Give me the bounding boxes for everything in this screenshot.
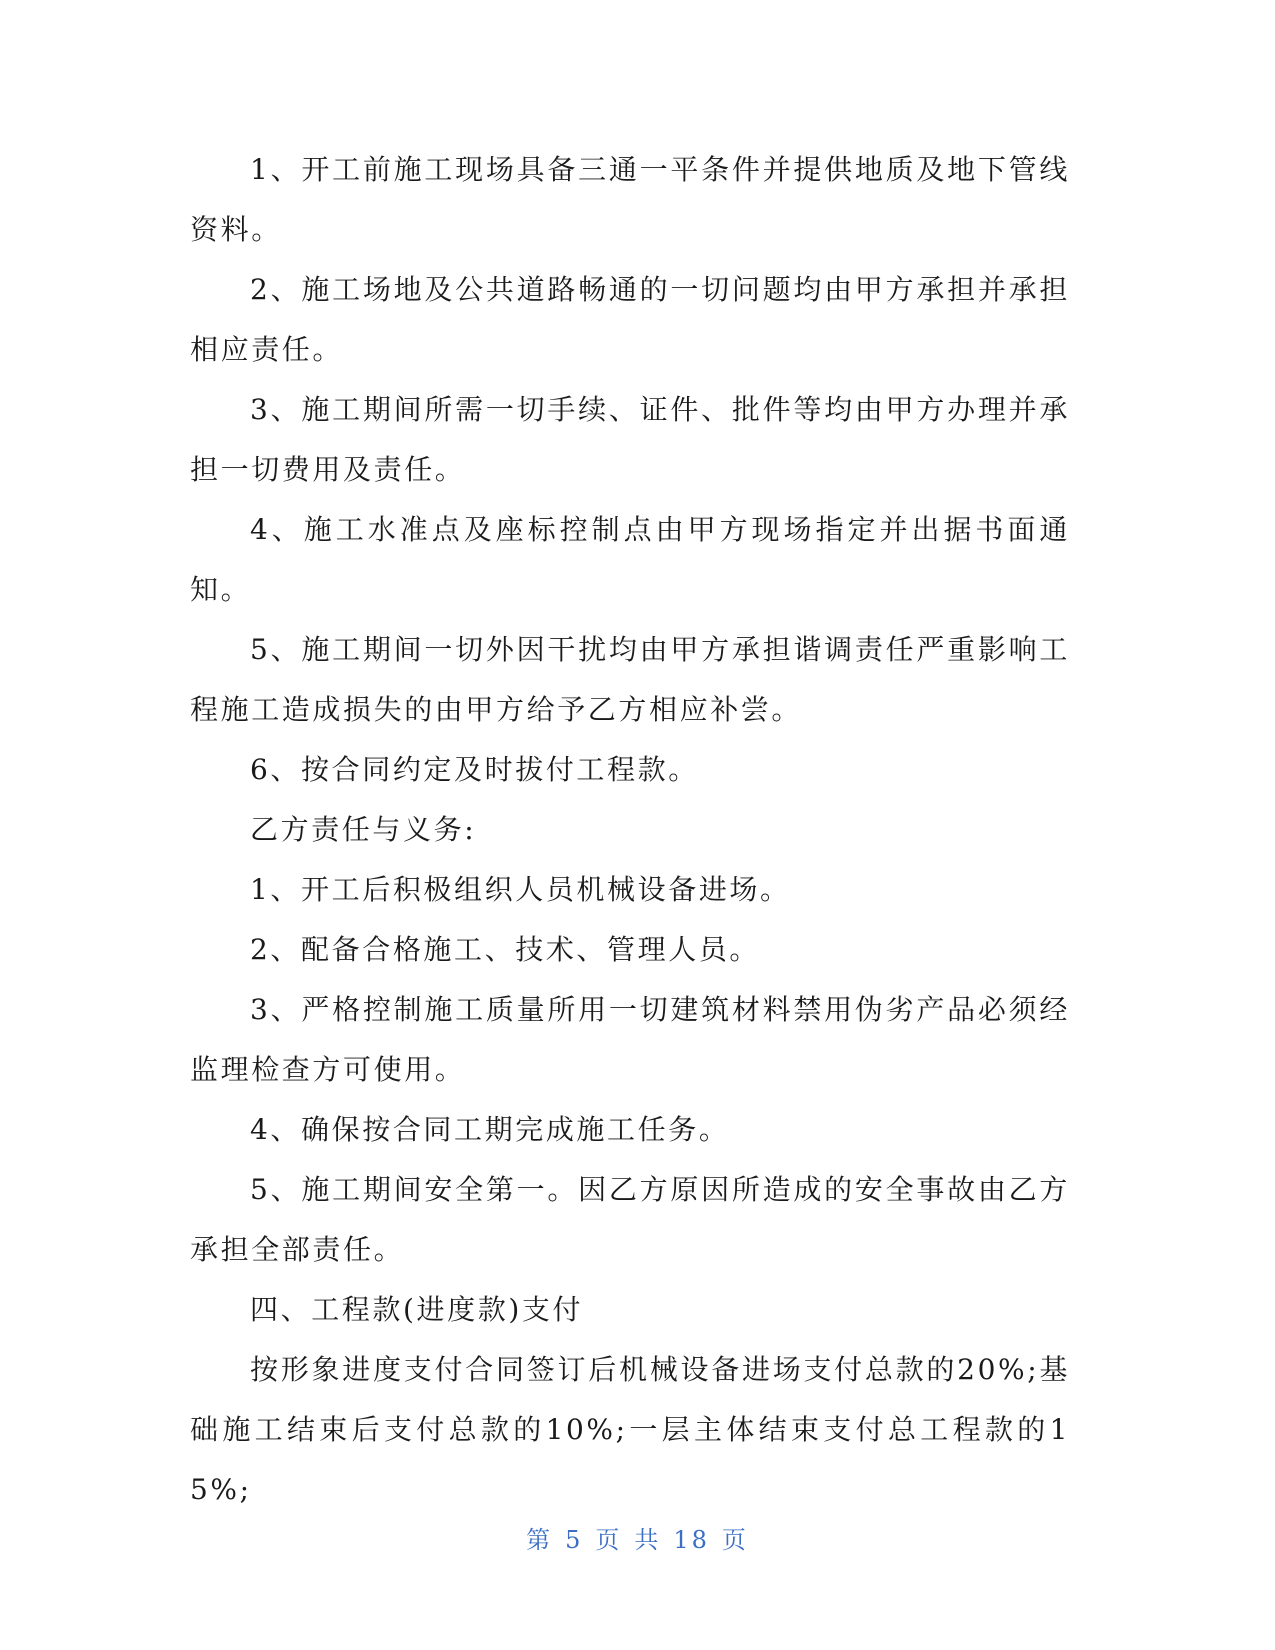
section-heading: 乙方责任与义务: [250,813,477,846]
paragraph: 按形象进度支付合同签订后机械设备进场支付总款的20%;基础施工结束后支付总款的10%;一层主体结束支付总工程款的15%; [190,1353,1070,1506]
total-pages-number: 18 [673,1526,710,1554]
paragraph: 4、施工水准点及座标控制点由甲方现场指定并出据书面通知。 [190,513,1070,606]
document-body [190,140,1070,1520]
paragraph: 1、开工后积极组织人员机械设备进场。 [250,873,791,906]
paragraph: 3、严格控制施工质量所用一切建筑材料禁用伪劣产品必须经监理检查方可使用。 [190,993,1070,1086]
paragraph: 6、按合同约定及时拔付工程款。 [250,753,699,786]
footer-prefix: 第 [526,1526,554,1554]
current-page-number: 5 [565,1526,584,1554]
paragraph: 4、确保按合同工期完成施工任务。 [250,1113,730,1146]
paragraph: 3、施工期间所需一切手续、证件、批件等均由甲方办理并承担一切费用及责任。 [190,393,1070,486]
page-footer [0,1520,1275,1555]
paragraph: 5、施工期间安全第一。因乙方原因所造成的安全事故由乙方承担全部责任。 [190,1173,1070,1266]
paragraph: 1、开工前施工现场具备三通一平条件并提供地质及地下管线资料。 [190,153,1070,246]
paragraph: 2、施工场地及公共道路畅通的一切问题均由甲方承担并承担相应责任。 [190,273,1070,366]
footer-page-word: 页 [595,1526,623,1554]
footer-total-word: 共 [634,1526,662,1554]
section-heading: 四、工程款(进度款)支付 [250,1293,584,1326]
paragraph: 2、配备合格施工、技术、管理人员。 [250,933,761,966]
paragraph: 5、施工期间一切外因干扰均由甲方承担谐调责任严重影响工程施工造成损失的由甲方给予乙方相应补尝。 [190,633,1070,726]
footer-suffix: 页 [721,1526,749,1554]
